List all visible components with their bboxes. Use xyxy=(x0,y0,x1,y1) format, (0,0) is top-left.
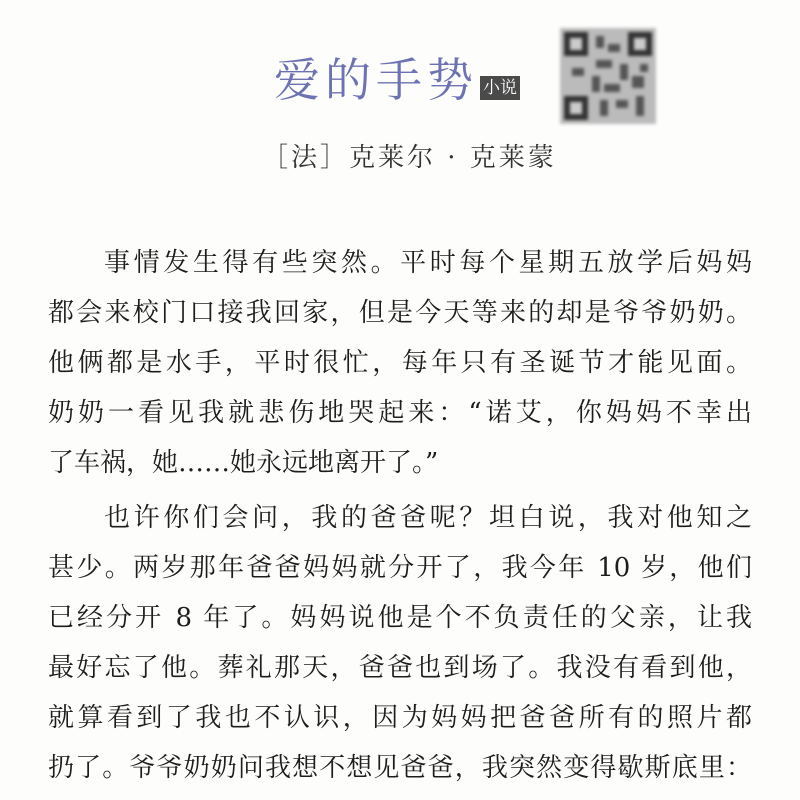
genre-badge: 小说 xyxy=(480,76,520,100)
text-line: 事情发生得有些突然。平时每个星期五放学后妈妈 xyxy=(104,248,752,278)
story-title: 爱的手势 xyxy=(274,53,478,107)
text-line: 就算看到了我也不认识，因为妈妈把爸爸所有的照片都 xyxy=(48,703,752,733)
paragraph-1 xyxy=(48,238,752,488)
text-line: 扔了。爷爷奶奶问我想不想见爸爸，我突然变得歇斯底里： xyxy=(48,753,752,783)
text-line: 了车祸，她……她永远地离开了。” xyxy=(48,448,439,478)
paragraph-2 xyxy=(48,493,752,793)
text-line: 奶奶一看见我就悲伤地哭起来：“诺艾，你妈妈不幸出 xyxy=(48,398,752,428)
text-line: 已经分开 8 年了。妈妈说他是个不负责任的父亲，让我 xyxy=(48,603,752,633)
text-line: 最好忘了他。葬礼那天，爸爸也到场了。我没有看到他， xyxy=(48,653,752,683)
author-line: ［法］克莱尔 · 克莱蒙 xyxy=(262,143,557,173)
story-body xyxy=(48,238,752,793)
text-line: 甚少。两岁那年爸爸妈妈就分开了，我今年 10 岁，他们 xyxy=(48,553,752,583)
text-line: 都会来校门口接我回家，但是今天等来的却是爷爷奶奶。 xyxy=(48,298,752,328)
text-line: 他俩都是水手，平时很忙，每年只有圣诞节才能见面。 xyxy=(48,348,752,378)
text-line: 也许你们会问，我的爸爸呢？坦白说，我对他知之 xyxy=(104,503,752,533)
qr-code-icon xyxy=(560,28,656,124)
